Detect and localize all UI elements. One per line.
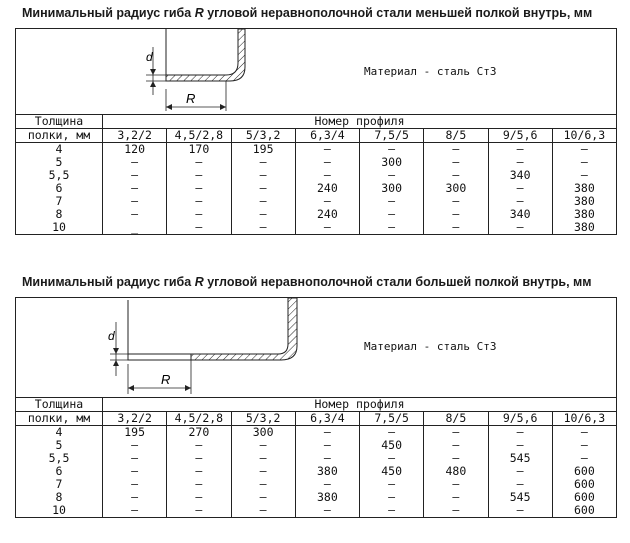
radius-cell: 195	[231, 143, 295, 157]
radius-cell: 600	[552, 478, 616, 491]
table-row	[16, 504, 617, 518]
radius-cell: –	[552, 439, 616, 452]
radius-cell: –	[360, 169, 424, 182]
radius-cell: –	[424, 195, 488, 208]
section1-drawing	[15, 28, 617, 114]
table-row	[16, 491, 617, 504]
heading-variable: R	[194, 6, 204, 20]
radius-cell: 545	[488, 452, 552, 465]
radius-cell: –	[360, 491, 424, 504]
radius-cell: –	[424, 156, 488, 169]
profile-number: 7,5/5	[360, 129, 424, 143]
radius-cell: –	[552, 452, 616, 465]
radius-cell: –	[488, 504, 552, 518]
angle-bend-diagram	[16, 298, 616, 398]
thickness-cell: 5	[16, 439, 103, 452]
label-d: d	[108, 329, 115, 343]
table-row	[16, 208, 617, 221]
radius-cell: –	[295, 478, 359, 491]
thickness-cell: 5	[16, 156, 103, 169]
radius-cell: –	[552, 156, 616, 169]
section2-table	[15, 397, 617, 518]
radius-cell: –	[231, 504, 295, 518]
thickness-header: Толщина	[16, 398, 103, 412]
radius-cell: –	[424, 452, 488, 465]
radius-cell: 120	[103, 143, 167, 157]
profile-row	[16, 129, 617, 143]
radius-cell: _	[103, 221, 167, 235]
radius-cell: –	[103, 195, 167, 208]
radius-cell: –	[103, 504, 167, 518]
radius-cell: 240	[295, 208, 359, 221]
radius-cell: –	[167, 182, 231, 195]
table-row	[16, 426, 617, 440]
label-r: R	[161, 372, 171, 387]
radius-cell: –	[424, 169, 488, 182]
radius-cell: –	[295, 221, 359, 235]
thickness-cell: 8	[16, 208, 103, 221]
radius-cell: 545	[488, 491, 552, 504]
radius-cell: –	[167, 169, 231, 182]
radius-cell: –	[360, 208, 424, 221]
thickness-cell: 5,5	[16, 452, 103, 465]
radius-cell: 380	[295, 491, 359, 504]
thickness-cell: 8	[16, 491, 103, 504]
radius-cell: –	[488, 221, 552, 235]
radius-cell: 340	[488, 208, 552, 221]
radius-cell: –	[424, 504, 488, 518]
radius-cell: –	[295, 504, 359, 518]
radius-cell: –	[360, 143, 424, 157]
radius-cell: –	[424, 221, 488, 235]
radius-cell: 600	[552, 491, 616, 504]
radius-cell: 195	[103, 426, 167, 440]
radius-cell: –	[103, 169, 167, 182]
radius-cell: 300	[231, 426, 295, 440]
radius-cell: 300	[360, 182, 424, 195]
radius-cell: –	[231, 156, 295, 169]
section1-table-body	[16, 143, 617, 235]
radius-cell: –	[231, 491, 295, 504]
radius-cell: 380	[552, 221, 616, 235]
radius-cell: –	[488, 143, 552, 157]
table-row	[16, 169, 617, 182]
radius-cell: –	[231, 465, 295, 478]
thickness-header-unit: полки, мм	[16, 129, 103, 143]
radius-cell: –	[103, 478, 167, 491]
radius-cell: –	[231, 182, 295, 195]
heading-text: угловой неравнополочной стали меньшей полкой внутрь, мм	[203, 6, 593, 20]
radius-cell: –	[488, 426, 552, 440]
radius-cell: 600	[552, 465, 616, 478]
radius-cell: –	[103, 452, 167, 465]
thickness-cell: 6	[16, 465, 103, 478]
radius-cell: –	[295, 169, 359, 182]
radius-cell: –	[360, 504, 424, 518]
thickness-header: Толщина	[16, 115, 103, 129]
radius-cell: –	[167, 221, 231, 235]
radius-cell: –	[167, 504, 231, 518]
radius-cell: –	[167, 478, 231, 491]
radius-cell: 380	[552, 195, 616, 208]
radius-cell: –	[231, 439, 295, 452]
section1-heading	[22, 6, 622, 20]
section2-heading	[22, 275, 622, 289]
radius-cell: –	[488, 182, 552, 195]
radius-cell: –	[295, 195, 359, 208]
profile-number: 10/6,3	[552, 412, 616, 426]
radius-cell: –	[424, 439, 488, 452]
thickness-cell: 7	[16, 195, 103, 208]
angle-bend-diagram	[16, 29, 616, 115]
label-r: R	[186, 91, 196, 106]
radius-cell: –	[488, 156, 552, 169]
thickness-cell: 10	[16, 221, 103, 235]
thickness-cell: 10	[16, 504, 103, 518]
radius-cell: –	[360, 426, 424, 440]
radius-cell: –	[167, 156, 231, 169]
profile-header: Номер профиля	[103, 115, 617, 129]
table-row	[16, 182, 617, 195]
table-row	[16, 221, 617, 235]
radius-cell: –	[552, 143, 616, 157]
radius-cell: –	[424, 426, 488, 440]
radius-cell: –	[167, 195, 231, 208]
profile-number: 3,2/2	[103, 129, 167, 143]
radius-cell: –	[167, 208, 231, 221]
radius-cell: –	[231, 208, 295, 221]
radius-cell: 170	[167, 143, 231, 157]
radius-cell: –	[488, 465, 552, 478]
radius-cell: 300	[360, 156, 424, 169]
profile-number: 10/6,3	[552, 129, 616, 143]
section2-table-body	[16, 426, 617, 518]
radius-cell: –	[295, 426, 359, 440]
radius-cell: 270	[167, 426, 231, 440]
profile-number: 9/5,6	[488, 412, 552, 426]
heading-variable: R	[194, 275, 204, 289]
radius-cell: –	[360, 195, 424, 208]
radius-cell: 300	[424, 182, 488, 195]
radius-cell: –	[360, 478, 424, 491]
radius-cell: –	[295, 439, 359, 452]
material-note: Материал - сталь Ст3	[364, 65, 497, 78]
radius-cell: –	[231, 169, 295, 182]
radius-cell: –	[424, 208, 488, 221]
table-row	[16, 452, 617, 465]
section1-table	[15, 114, 617, 235]
label-d: d	[146, 50, 153, 64]
radius-cell: 450	[360, 439, 424, 452]
radius-cell: –	[167, 465, 231, 478]
material-note: Материал - сталь Ст3	[364, 340, 497, 353]
radius-cell: –	[295, 156, 359, 169]
heading-text: Минимальный радиус гиба	[22, 275, 195, 289]
radius-cell: –	[488, 478, 552, 491]
radius-cell: –	[360, 221, 424, 235]
profile-number: 4,5/2,8	[167, 412, 231, 426]
table-row	[16, 465, 617, 478]
profile-number: 3,2/2	[103, 412, 167, 426]
radius-cell: 600	[552, 504, 616, 518]
profile-number: 6,3/4	[295, 129, 359, 143]
profile-number: 5/3,2	[231, 412, 295, 426]
radius-cell: –	[167, 491, 231, 504]
radius-cell: 340	[488, 169, 552, 182]
radius-cell: –	[488, 439, 552, 452]
thickness-cell: 4	[16, 426, 103, 440]
radius-cell: –	[231, 221, 295, 235]
radius-cell: 380	[552, 208, 616, 221]
radius-cell: –	[488, 195, 552, 208]
radius-cell: 380	[295, 465, 359, 478]
radius-cell: –	[103, 156, 167, 169]
profile-number: 5/3,2	[231, 129, 295, 143]
radius-cell: –	[295, 143, 359, 157]
profile-number: 9/5,6	[488, 129, 552, 143]
profile-number: 4,5/2,8	[167, 129, 231, 143]
profile-number: 7,5/5	[360, 412, 424, 426]
thickness-cell: 7	[16, 478, 103, 491]
table-row	[16, 143, 617, 157]
heading-text: угловой неравнополочной стали большей полкой внутрь, мм	[203, 275, 592, 289]
radius-cell: –	[103, 465, 167, 478]
radius-cell: –	[424, 143, 488, 157]
radius-cell: –	[231, 195, 295, 208]
radius-cell: –	[103, 208, 167, 221]
thickness-header-unit: полки, мм	[16, 412, 103, 426]
thickness-cell: 6	[16, 182, 103, 195]
profile-number: 8/5	[424, 412, 488, 426]
radius-cell: –	[231, 452, 295, 465]
radius-cell: –	[167, 452, 231, 465]
profile-header: Номер профиля	[103, 398, 617, 412]
radius-cell: –	[552, 169, 616, 182]
profile-row	[16, 412, 617, 426]
radius-cell: –	[103, 182, 167, 195]
radius-cell: 480	[424, 465, 488, 478]
section2-drawing	[15, 297, 617, 397]
radius-cell: –	[103, 491, 167, 504]
profile-number: 6,3/4	[295, 412, 359, 426]
thickness-cell: 5,5	[16, 169, 103, 182]
radius-cell: –	[103, 439, 167, 452]
radius-cell: –	[552, 426, 616, 440]
radius-cell: 450	[360, 465, 424, 478]
radius-cell: –	[360, 452, 424, 465]
thickness-cell: 4	[16, 143, 103, 157]
radius-cell: –	[231, 478, 295, 491]
radius-cell: 380	[552, 182, 616, 195]
radius-cell: –	[167, 439, 231, 452]
radius-cell: –	[295, 452, 359, 465]
radius-cell: 240	[295, 182, 359, 195]
radius-cell: –	[424, 491, 488, 504]
heading-text: Минимальный радиус гиба	[22, 6, 195, 20]
profile-number: 8/5	[424, 129, 488, 143]
radius-cell: –	[424, 478, 488, 491]
